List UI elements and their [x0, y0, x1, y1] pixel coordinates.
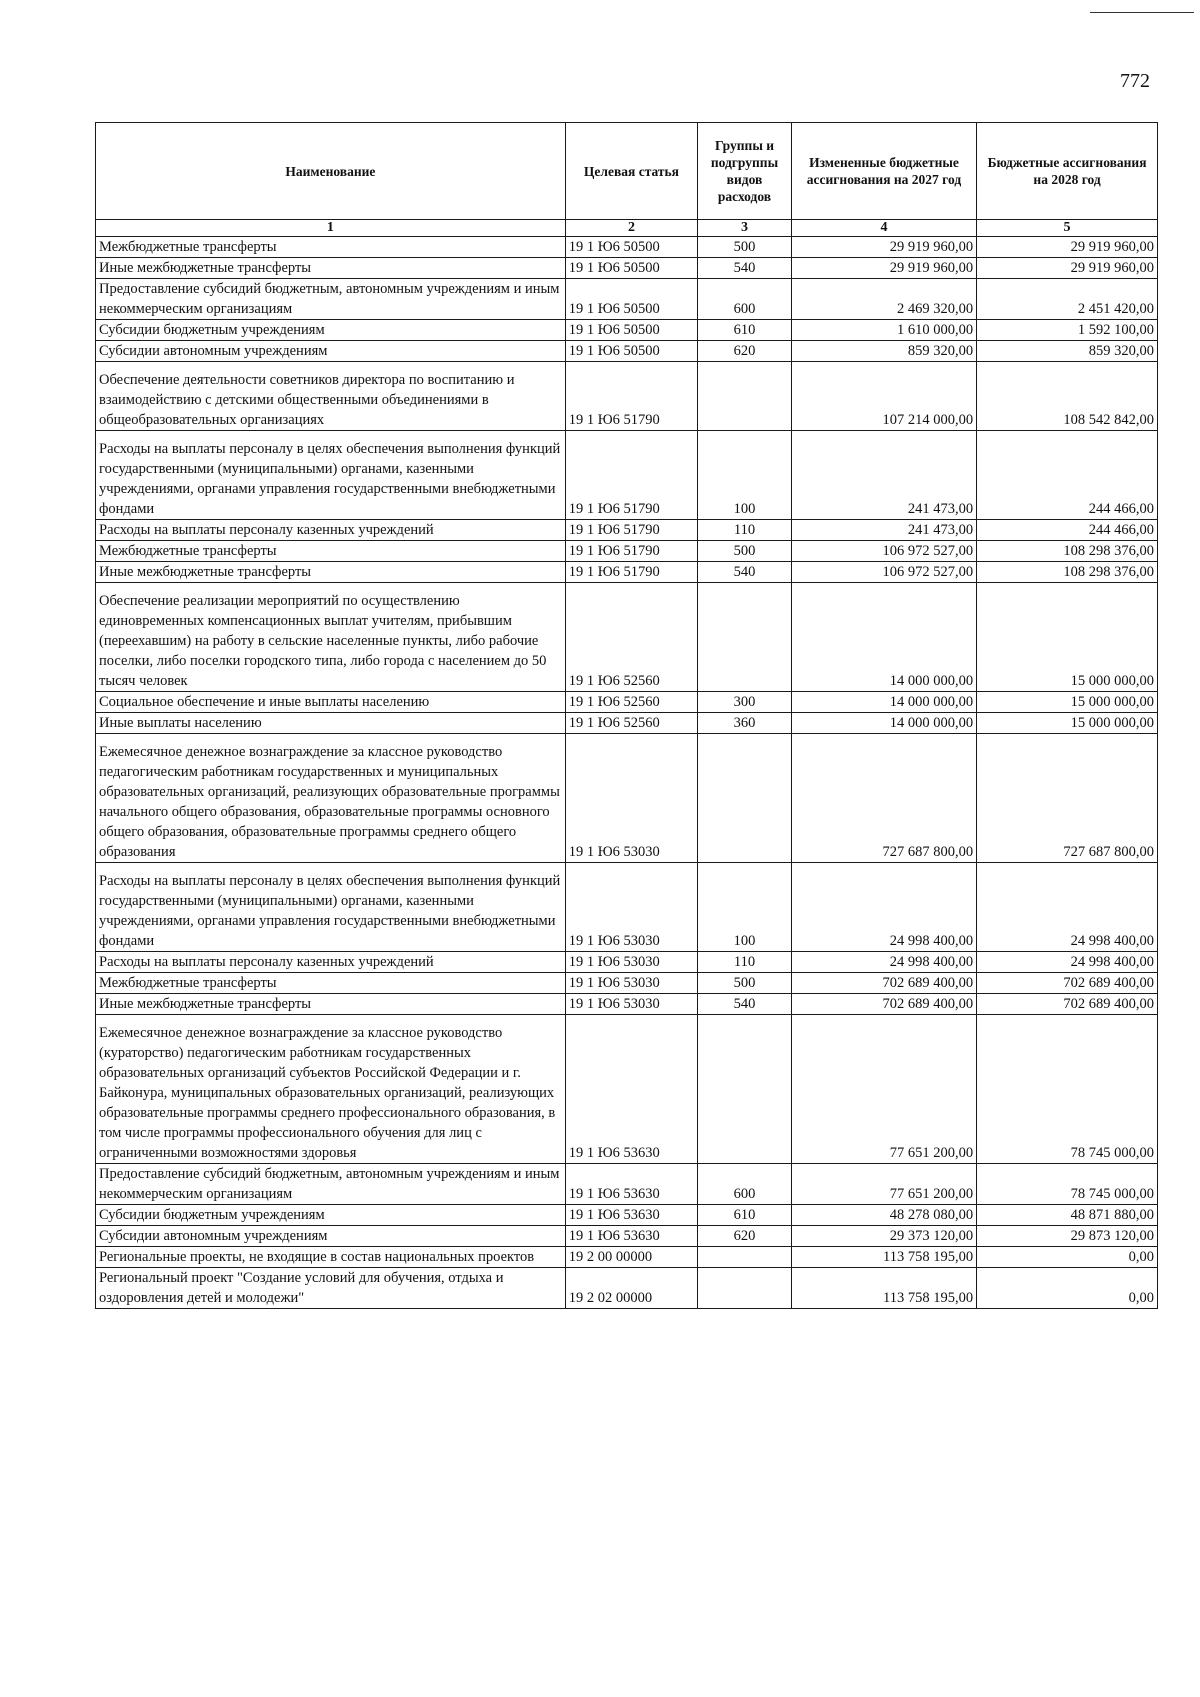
top-rule: [1090, 12, 1194, 13]
header-code: Целевая статья: [565, 123, 697, 220]
row-name: Иные межбюджетные трансферты: [96, 994, 566, 1015]
row-code: 19 1 Ю6 51790: [565, 562, 697, 583]
row-amount-2028: 0,00: [977, 1268, 1158, 1309]
row-amount-2028: 0,00: [977, 1247, 1158, 1268]
row-amount-2028: 859 320,00: [977, 341, 1158, 362]
row-amount-2027: 14 000 000,00: [791, 583, 976, 692]
row-amount-2027: 48 278 080,00: [791, 1205, 976, 1226]
row-name: Социальное обеспечение и иные выплаты населению: [96, 692, 566, 713]
row-amount-2028: 244 466,00: [977, 520, 1158, 541]
row-group: 300: [698, 692, 792, 713]
table-row: [96, 692, 1158, 713]
row-code: 19 1 Ю6 50500: [565, 279, 697, 320]
row-amount-2027: 14 000 000,00: [791, 692, 976, 713]
row-code: 19 1 Ю6 50500: [565, 341, 697, 362]
row-amount-2028: 108 298 376,00: [977, 541, 1158, 562]
row-code: 19 1 Ю6 53030: [565, 973, 697, 994]
row-group: 100: [698, 431, 792, 520]
row-code: 19 1 Ю6 52560: [565, 692, 697, 713]
row-amount-2028: 108 542 842,00: [977, 362, 1158, 431]
row-name: Обеспечение реализации мероприятий по осуществлению единовременных компенсационных выплат учителям, прибывшим (переехавшим) на работу в сельские населенные пункты, либо рабочие поселки, либо поселки городского типа, либо города с населением до 50 тысяч человек: [96, 583, 566, 692]
table-row: [96, 362, 1158, 431]
row-amount-2028: 29 919 960,00: [977, 237, 1158, 258]
row-code: 19 1 Ю6 53630: [565, 1015, 697, 1164]
table-row: [96, 713, 1158, 734]
row-code: 19 1 Ю6 51790: [565, 541, 697, 562]
row-amount-2027: 106 972 527,00: [791, 562, 976, 583]
row-amount-2027: 77 651 200,00: [791, 1164, 976, 1205]
row-amount-2028: 727 687 800,00: [977, 734, 1158, 863]
column-number-row: [96, 220, 1158, 237]
row-group: 610: [698, 320, 792, 341]
row-name: Предоставление субсидий бюджетным, автономным учреждениям и иным некоммерческим организациям: [96, 279, 566, 320]
row-group: 110: [698, 952, 792, 973]
row-group: 110: [698, 520, 792, 541]
table-row: [96, 1268, 1158, 1309]
row-name: Иные межбюджетные трансферты: [96, 562, 566, 583]
row-amount-2028: 2 451 420,00: [977, 279, 1158, 320]
page-number: 772: [1120, 70, 1150, 92]
header-row: [96, 123, 1158, 220]
row-group: [698, 583, 792, 692]
row-code: 19 1 Ю6 52560: [565, 583, 697, 692]
row-amount-2028: 244 466,00: [977, 431, 1158, 520]
table-row: [96, 994, 1158, 1015]
table-row: [96, 1226, 1158, 1247]
row-amount-2027: 24 998 400,00: [791, 952, 976, 973]
row-amount-2027: 24 998 400,00: [791, 863, 976, 952]
row-group: 500: [698, 237, 792, 258]
row-code: 19 1 Ю6 51790: [565, 362, 697, 431]
table-row: [96, 258, 1158, 279]
row-amount-2027: 859 320,00: [791, 341, 976, 362]
row-name: Субсидии автономным учреждениям: [96, 1226, 566, 1247]
column-number: 3: [698, 220, 792, 237]
row-amount-2028: 15 000 000,00: [977, 583, 1158, 692]
row-name: Ежемесячное денежное вознаграждение за классное руководство педагогическим работникам государственных и муниципальных образовательных организаций, реализующих образовательные программы начального общего образования, образовательные программы основного общего образования, образовательные программы среднего общего образования: [96, 734, 566, 863]
row-group: 360: [698, 713, 792, 734]
row-group: [698, 734, 792, 863]
table-row: [96, 1015, 1158, 1164]
row-amount-2027: 1 610 000,00: [791, 320, 976, 341]
row-name: Расходы на выплаты персоналу казенных учреждений: [96, 520, 566, 541]
row-code: 19 1 Ю6 53630: [565, 1226, 697, 1247]
row-name: Субсидии автономным учреждениям: [96, 341, 566, 362]
row-code: 19 1 Ю6 53030: [565, 994, 697, 1015]
row-name: Обеспечение деятельности советников директора по воспитанию и взаимодействию с детскими общественными объединениями в общеобразовательных организациях: [96, 362, 566, 431]
row-amount-2028: 108 298 376,00: [977, 562, 1158, 583]
row-code: 19 2 00 00000: [565, 1247, 697, 1268]
row-name: Расходы на выплаты персоналу в целях обеспечения выполнения функций государственными (муниципальными) органами, казенными учреждениями, органами управления государственными внебюджетными фондами: [96, 863, 566, 952]
row-group: 540: [698, 994, 792, 1015]
row-group: [698, 1247, 792, 1268]
table-row: [96, 1205, 1158, 1226]
column-number: 1: [96, 220, 566, 237]
row-code: 19 1 Ю6 52560: [565, 713, 697, 734]
row-amount-2028: 24 998 400,00: [977, 952, 1158, 973]
table-body: [96, 237, 1158, 1309]
row-amount-2028: 1 592 100,00: [977, 320, 1158, 341]
row-code: 19 1 Ю6 51790: [565, 431, 697, 520]
table-row: [96, 734, 1158, 863]
row-group: 500: [698, 973, 792, 994]
row-amount-2027: 14 000 000,00: [791, 713, 976, 734]
row-code: 19 1 Ю6 53030: [565, 952, 697, 973]
budget-table: [95, 122, 1158, 1309]
row-group: 600: [698, 279, 792, 320]
row-amount-2027: 241 473,00: [791, 431, 976, 520]
row-amount-2028: 15 000 000,00: [977, 692, 1158, 713]
table-row: [96, 520, 1158, 541]
table-row: [96, 1247, 1158, 1268]
header-amount-2027: Измененные бюджетные ассигнования на 2027 год: [791, 123, 976, 220]
row-code: 19 1 Ю6 53630: [565, 1205, 697, 1226]
row-name: Иные выплаты населению: [96, 713, 566, 734]
row-amount-2028: 702 689 400,00: [977, 973, 1158, 994]
row-group: 610: [698, 1205, 792, 1226]
row-name: Межбюджетные трансферты: [96, 237, 566, 258]
table-row: [96, 583, 1158, 692]
table-row: [96, 973, 1158, 994]
row-name: Межбюджетные трансферты: [96, 973, 566, 994]
row-group: 620: [698, 341, 792, 362]
column-number: 5: [977, 220, 1158, 237]
row-group: [698, 362, 792, 431]
row-amount-2027: 29 919 960,00: [791, 258, 976, 279]
row-group: 500: [698, 541, 792, 562]
table-row: [96, 320, 1158, 341]
row-code: 19 2 02 00000: [565, 1268, 697, 1309]
row-amount-2027: 113 758 195,00: [791, 1268, 976, 1309]
row-name: Иные межбюджетные трансферты: [96, 258, 566, 279]
row-amount-2028: 48 871 880,00: [977, 1205, 1158, 1226]
header-name: Наименование: [96, 123, 566, 220]
row-name: Расходы на выплаты персоналу в целях обеспечения выполнения функций государственными (муниципальными) органами, казенными учреждениями, органами управления государственными внебюджетными фондами: [96, 431, 566, 520]
row-name: Региональные проекты, не входящие в состав национальных проектов: [96, 1247, 566, 1268]
table-row: [96, 237, 1158, 258]
row-amount-2027: 29 919 960,00: [791, 237, 976, 258]
row-amount-2027: 107 214 000,00: [791, 362, 976, 431]
row-group: 100: [698, 863, 792, 952]
row-amount-2028: 24 998 400,00: [977, 863, 1158, 952]
table-row: [96, 863, 1158, 952]
row-group: [698, 1268, 792, 1309]
row-amount-2028: 29 919 960,00: [977, 258, 1158, 279]
row-amount-2028: 29 873 120,00: [977, 1226, 1158, 1247]
table-row: [96, 1164, 1158, 1205]
table-row: [96, 562, 1158, 583]
row-amount-2027: 727 687 800,00: [791, 734, 976, 863]
header-amount-2028: Бюджетные ассигнования на 2028 год: [977, 123, 1158, 220]
row-amount-2028: 78 745 000,00: [977, 1164, 1158, 1205]
row-amount-2027: 241 473,00: [791, 520, 976, 541]
row-amount-2027: 77 651 200,00: [791, 1015, 976, 1164]
table-row: [96, 541, 1158, 562]
row-amount-2027: 106 972 527,00: [791, 541, 976, 562]
row-amount-2027: 702 689 400,00: [791, 973, 976, 994]
row-group: [698, 1015, 792, 1164]
row-code: 19 1 Ю6 50500: [565, 237, 697, 258]
row-code: 19 1 Ю6 50500: [565, 258, 697, 279]
row-group: 540: [698, 258, 792, 279]
table-row: [96, 279, 1158, 320]
row-code: 19 1 Ю6 53030: [565, 863, 697, 952]
column-number: 4: [791, 220, 976, 237]
column-number: 2: [565, 220, 697, 237]
row-name: Субсидии бюджетным учреждениям: [96, 320, 566, 341]
row-amount-2027: 702 689 400,00: [791, 994, 976, 1015]
row-name: Ежемесячное денежное вознаграждение за классное руководство (кураторство) педагогическим работникам государственных образовательных организаций субъектов Российской Федерации и г. Байконура, муниципальных образовательных организаций, реализующих образовательные программы среднего профессионального образования, в том числе программы профессионального обучения для лиц с ограниченными возможностями здоровья: [96, 1015, 566, 1164]
row-group: 540: [698, 562, 792, 583]
row-code: 19 1 Ю6 50500: [565, 320, 697, 341]
table-row: [96, 431, 1158, 520]
row-group: 600: [698, 1164, 792, 1205]
row-code: 19 1 Ю6 53630: [565, 1164, 697, 1205]
row-code: 19 1 Ю6 51790: [565, 520, 697, 541]
row-amount-2027: 29 373 120,00: [791, 1226, 976, 1247]
row-code: 19 1 Ю6 53030: [565, 734, 697, 863]
row-name: Межбюджетные трансферты: [96, 541, 566, 562]
row-amount-2028: 78 745 000,00: [977, 1015, 1158, 1164]
row-group: 620: [698, 1226, 792, 1247]
row-name: Предоставление субсидий бюджетным, автономным учреждениям и иным некоммерческим организациям: [96, 1164, 566, 1205]
row-name: Региональный проект "Создание условий для обучения, отдыха и оздоровления детей и молодежи": [96, 1268, 566, 1309]
header-group: Группы и подгруппы видов расходов: [698, 123, 792, 220]
table-row: [96, 952, 1158, 973]
row-amount-2028: 15 000 000,00: [977, 713, 1158, 734]
row-amount-2027: 113 758 195,00: [791, 1247, 976, 1268]
row-name: Расходы на выплаты персоналу казенных учреждений: [96, 952, 566, 973]
row-amount-2027: 2 469 320,00: [791, 279, 976, 320]
row-name: Субсидии бюджетным учреждениям: [96, 1205, 566, 1226]
row-amount-2028: 702 689 400,00: [977, 994, 1158, 1015]
table-row: [96, 341, 1158, 362]
